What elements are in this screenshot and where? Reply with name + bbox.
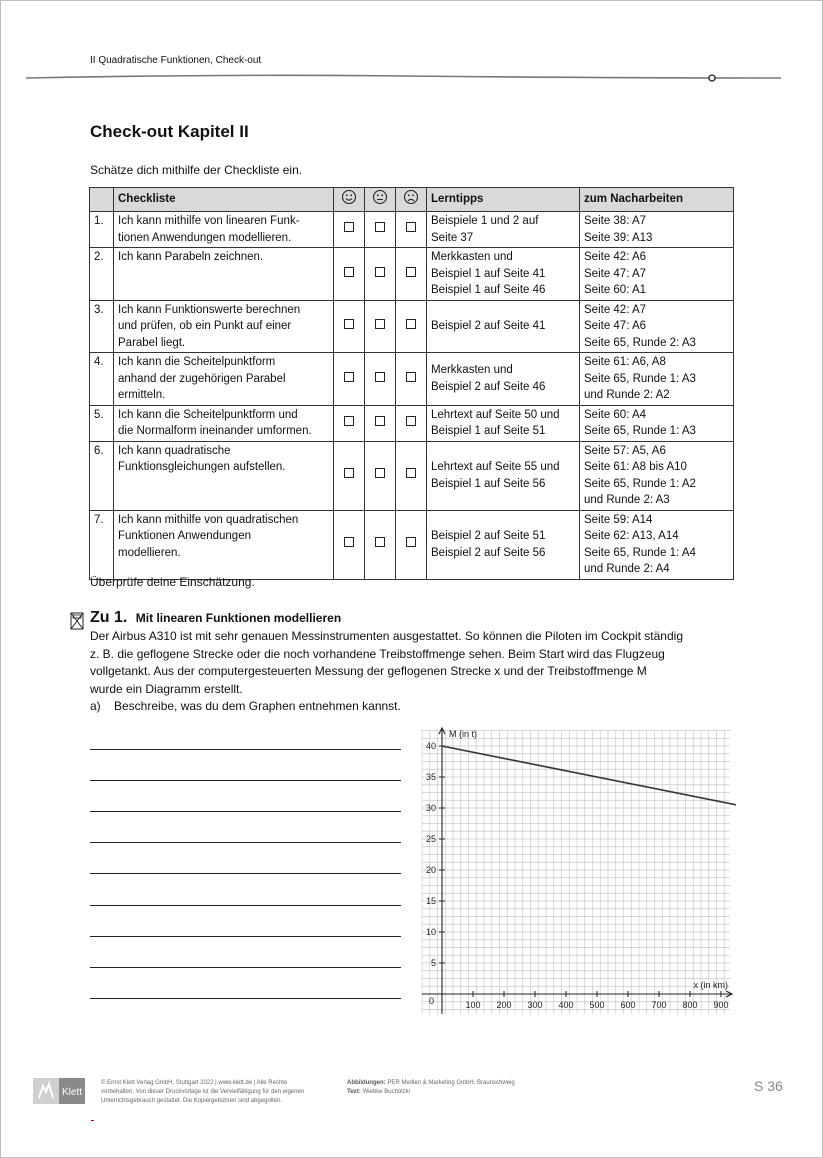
tip-line: Beispiel 1 auf Seite 46 — [431, 284, 546, 296]
x-tick-label: 300 — [527, 1000, 543, 1010]
rework-line: Seite 60: A4 — [584, 408, 647, 421]
answer-line[interactable] — [90, 998, 401, 999]
footer-credits-text: PER Medien & Marketing GmbH, Braunschweig — [387, 1080, 515, 1086]
rating-cell-happy — [334, 248, 365, 301]
footer-copyright-line: © Ernst Klett Verlag GmbH, Stuttgart 2022 | www.klett.de | Alle Rechte — [101, 1080, 288, 1086]
rework-line: Seite 65, Runde 1: A4 — [584, 546, 696, 559]
x-tick-label: 900 — [713, 1000, 729, 1010]
table-header-row — [90, 188, 734, 212]
answer-line[interactable] — [90, 842, 401, 843]
row-rework — [580, 248, 734, 301]
row-checklist-text — [114, 405, 334, 441]
klett-logo-text: Klett — [61, 1087, 83, 1098]
row-rework — [580, 405, 734, 441]
task-a-text: Beschreibe, was du dem Graphen entnehmen kannst. — [114, 699, 401, 713]
rework-line: Seite 65, Runde 1: A3 — [584, 425, 696, 437]
checkbox-neutral[interactable] — [375, 372, 385, 382]
tip-line: Beispiel 1 auf Seite 56 — [431, 477, 546, 490]
exercise-line: vollgetankt. Aus der computergesteuerten Messung der geflogenen Strecke x und der Treibstoffmenge M — [90, 664, 647, 678]
exercise-text — [90, 628, 730, 698]
row-tips — [427, 248, 580, 301]
checkbox-happy[interactable] — [344, 267, 354, 277]
rework-line: Seite 62: A13, A14 — [584, 530, 679, 542]
x-tick-label: 500 — [589, 1000, 605, 1010]
page-title: Check-out Kapitel II — [90, 122, 249, 141]
checkbox-sad[interactable] — [406, 267, 416, 277]
row-number: 4. — [90, 353, 114, 406]
tip-line: Beispiele 1 und 2 auf — [431, 215, 539, 227]
header-num — [90, 188, 114, 212]
footer-credits-label: Abbildungen: — [347, 1080, 386, 1086]
rework-line: Seite 65, Runde 2: A3 — [584, 336, 696, 349]
y-tick-label: 5 — [430, 958, 436, 968]
tip-line: Beispiel 1 auf Seite 51 — [431, 425, 546, 437]
x-axis-label: x (in km) — [693, 980, 728, 990]
row-rework — [580, 510, 734, 579]
row-tips — [427, 441, 580, 510]
checkbox-sad[interactable] — [406, 222, 416, 232]
tip-line: Beispiel 1 auf Seite 41 — [431, 267, 546, 280]
rating-cell-happy — [334, 300, 365, 353]
row-number: 2. — [90, 248, 114, 301]
answer-line[interactable] — [90, 936, 401, 937]
row-number: 6. — [90, 441, 114, 510]
answer-line[interactable] — [90, 780, 401, 781]
rework-line: Seite 59: A14 — [584, 513, 653, 526]
exercise-heading — [90, 609, 341, 627]
checklist-line: modellieren. — [118, 546, 181, 559]
x-tick-label: 400 — [558, 1000, 574, 1010]
rework-line: Seite 61: A8 bis A10 — [584, 461, 687, 473]
row-tips — [427, 212, 580, 248]
footer-text-author: Wiebke Bucholzki — [362, 1089, 410, 1095]
checkbox-neutral[interactable] — [375, 468, 385, 478]
y-axis-label: M (in t) — [449, 729, 477, 739]
rework-line: Seite 42: A6 — [584, 251, 647, 263]
rating-cell-sad — [396, 405, 427, 441]
checkbox-neutral[interactable] — [375, 267, 385, 277]
rework-line: und Runde 2: A3 — [584, 494, 670, 506]
tip-line: Beispiel 2 auf Seite 41 — [431, 320, 546, 332]
checkbox-happy[interactable] — [344, 372, 354, 382]
running-head: II Quadratische Funktionen, Check-out — [90, 55, 262, 66]
row-rework — [580, 441, 734, 510]
row-tips — [427, 405, 580, 441]
rating-cell-happy — [334, 441, 365, 510]
rating-cell-sad — [396, 300, 427, 353]
origin-label: 0 — [428, 996, 434, 1006]
row-checklist-text — [114, 248, 334, 301]
y-tick-label: 30 — [425, 803, 436, 813]
checklist-line: tionen Anwendungen modellieren. — [118, 231, 292, 244]
rating-cell-sad — [396, 212, 427, 248]
row-number: 5. — [90, 405, 114, 441]
row-checklist-text — [114, 510, 334, 579]
rework-line: Seite 65, Runde 1: A3 — [584, 372, 696, 385]
rating-cell-neutral — [365, 248, 396, 301]
footer-text-label: Text: — [347, 1089, 361, 1095]
checklist-line: Funktionen Anwendungen — [118, 530, 251, 542]
checklist-line: Parabel liegt. — [118, 336, 186, 349]
checkbox-happy[interactable] — [344, 222, 354, 232]
checkbox-sad[interactable] — [406, 416, 416, 426]
table-row — [90, 405, 734, 441]
x-tick-label: 800 — [682, 1000, 698, 1010]
y-tick-label: 35 — [425, 772, 436, 782]
checklist-line: ermitteln. — [118, 389, 166, 401]
row-tips — [427, 510, 580, 579]
red-mark — [91, 1120, 94, 1121]
rating-cell-happy — [334, 405, 365, 441]
task-a-label: a) — [90, 699, 101, 713]
table-row — [90, 300, 734, 353]
checklist-line: Funktionsgleichungen aufstellen. — [118, 461, 286, 473]
x-tick-label: 100 — [465, 1000, 481, 1010]
x-tick-label: 200 — [496, 1000, 512, 1010]
intro-text: Schätze dich mithilfe der Checkliste ein. — [90, 163, 303, 177]
rating-cell-happy — [334, 212, 365, 248]
tip-line: Beispiel 2 auf Seite 51 — [431, 530, 546, 542]
rating-cell-neutral — [365, 510, 396, 579]
row-rework — [580, 300, 734, 353]
answer-line[interactable] — [90, 811, 401, 812]
checklist-line: Ich kann die Scheitelpunktform — [118, 356, 276, 368]
smiley-sad-icon — [396, 188, 427, 212]
rework-line: Seite 39: A13 — [584, 231, 653, 244]
exercise-line: Der Airbus A310 ist mit sehr genauen Messinstrumenten ausgestattet. So können die Piloten im Cockpit ständig — [90, 629, 683, 643]
answer-line[interactable] — [90, 967, 401, 968]
footer-copyright-line: Unterrichtsgebrauch gestattet. Die Kopiergebühren sind abgegolten. — [101, 1098, 283, 1104]
row-tips — [427, 353, 580, 406]
y-tick-label: 25 — [425, 834, 436, 844]
answer-line[interactable] — [90, 873, 401, 874]
checklist-table — [89, 187, 734, 580]
rework-line: Seite 65, Runde 1: A2 — [584, 477, 696, 490]
exercise-subtitle: Mit linearen Funktionen modellieren — [135, 611, 342, 625]
rating-cell-sad — [396, 248, 427, 301]
rework-line: Seite 42: A7 — [584, 303, 647, 316]
rating-cell-neutral — [365, 441, 396, 510]
tip-line: Beispiel 2 auf Seite 56 — [431, 546, 546, 559]
row-number: 1. — [90, 212, 114, 248]
checklist-line: und prüfen, ob ein Punkt auf einer — [118, 320, 292, 332]
rework-line: Seite 38: A7 — [584, 215, 647, 227]
smiley-neutral-icon — [365, 188, 396, 212]
checklist-line: Ich kann Funktionswerte berechnen — [118, 303, 301, 316]
header-rule-dot — [709, 75, 715, 81]
y-tick-label: 15 — [425, 896, 436, 906]
checklist-line: Ich kann mithilfe von linearen Funk- — [118, 215, 300, 227]
header-tips: Lerntipps — [427, 188, 580, 212]
rating-cell-happy — [334, 353, 365, 406]
tip-line: Lehrtext auf Seite 50 und — [431, 408, 560, 421]
tip-line: Merkkasten und — [431, 364, 513, 377]
klett-logo — [33, 1078, 85, 1104]
checkbox-sad[interactable] — [406, 319, 416, 329]
row-rework — [580, 212, 734, 248]
rating-cell-neutral — [365, 353, 396, 406]
tip-line: Lehrtext auf Seite 55 und — [431, 461, 560, 473]
series-line — [442, 746, 736, 805]
answer-line[interactable] — [90, 749, 401, 750]
rework-line: und Runde 2: A4 — [584, 563, 670, 575]
checkbox-happy[interactable] — [344, 537, 354, 547]
y-tick-label: 10 — [425, 927, 436, 937]
row-checklist-text — [114, 212, 334, 248]
row-tips — [427, 300, 580, 353]
calculator-crossed-icon — [70, 612, 84, 630]
y-tick-label: 40 — [425, 741, 436, 751]
rework-line: und Runde 2: A2 — [584, 389, 670, 401]
checkbox-sad[interactable] — [406, 372, 416, 382]
page-number: S 36 — [754, 1078, 783, 1094]
tip-line: Seite 37 — [431, 231, 474, 244]
table-row — [90, 510, 734, 579]
checkbox-happy[interactable] — [344, 319, 354, 329]
checklist-line: Ich kann mithilfe von quadratischen — [118, 513, 299, 526]
fuel-chart-svg — [418, 724, 736, 1018]
checkbox-neutral[interactable] — [375, 537, 385, 547]
answer-line[interactable] — [90, 905, 401, 906]
rework-line: Seite 57: A5, A6 — [584, 444, 666, 457]
rating-cell-happy — [334, 510, 365, 579]
rework-line: Seite 47: A7 — [584, 267, 647, 280]
checkbox-neutral[interactable] — [375, 319, 385, 329]
tip-line: Beispiel 2 auf Seite 46 — [431, 380, 546, 393]
rework-line: Seite 47: A6 — [584, 320, 647, 332]
y-tick-label: 20 — [425, 865, 436, 875]
checkbox-sad[interactable] — [406, 468, 416, 478]
table-row — [90, 248, 734, 301]
row-checklist-text — [114, 441, 334, 510]
row-number: 7. — [90, 510, 114, 579]
header-rework: zum Nacharbeiten — [580, 188, 734, 212]
checkbox-neutral[interactable] — [375, 222, 385, 232]
header-checklist: Checkliste — [114, 188, 334, 212]
rating-cell-neutral — [365, 300, 396, 353]
rating-cell-sad — [396, 353, 427, 406]
checkbox-sad[interactable] — [406, 537, 416, 547]
row-rework — [580, 353, 734, 406]
rating-cell-sad — [396, 441, 427, 510]
footer-copyright-line: vorbehalten. Von dieser Druckvorlage ist die Vervielfältigung für den eigenen — [101, 1089, 305, 1095]
checklist-line: Ich kann die Scheitelpunktform und — [118, 408, 298, 421]
row-checklist-text — [114, 300, 334, 353]
table-row — [90, 212, 734, 248]
rating-cell-neutral — [365, 212, 396, 248]
row-checklist-text — [114, 353, 334, 406]
checkbox-happy[interactable] — [344, 468, 354, 478]
smiley-happy-icon — [334, 188, 365, 212]
task-a — [90, 699, 401, 713]
tip-line: Merkkasten und — [431, 251, 513, 263]
checkbox-neutral[interactable] — [375, 416, 385, 426]
rating-cell-neutral — [365, 405, 396, 441]
header-rule — [26, 70, 786, 84]
exercise-line: z. B. die geflogene Strecke oder die noch vorhandene Treibstoffmenge sehen. Beim Start wird das Flugzeug — [90, 646, 665, 661]
fuel-chart — [418, 724, 736, 1023]
rework-line: Seite 60: A1 — [584, 284, 647, 296]
x-tick-label: 700 — [651, 1000, 667, 1010]
checklist-line: Ich kann quadratische — [118, 444, 231, 457]
checklist-line: die Normalform ineinander umformen. — [118, 425, 312, 437]
exercise-line: wurde ein Diagramm erstellt. — [90, 681, 243, 696]
table-row — [90, 441, 734, 510]
checklist-line: Ich kann Parabeln zeichnen. — [118, 251, 264, 263]
footer-copyright — [101, 1079, 341, 1106]
rework-line: Seite 61: A6, A8 — [584, 356, 666, 368]
exercise-number: Zu 1. — [90, 609, 128, 626]
checklist-line: anhand der zugehörigen Parabel — [118, 372, 286, 385]
rating-cell-sad — [396, 510, 427, 579]
check-after-text: Überprüfe deine Einschätzung. — [90, 575, 255, 589]
checkbox-happy[interactable] — [344, 416, 354, 426]
row-number: 3. — [90, 300, 114, 353]
footer-credits — [347, 1079, 587, 1097]
x-tick-label: 600 — [620, 1000, 636, 1010]
table-row — [90, 353, 734, 406]
